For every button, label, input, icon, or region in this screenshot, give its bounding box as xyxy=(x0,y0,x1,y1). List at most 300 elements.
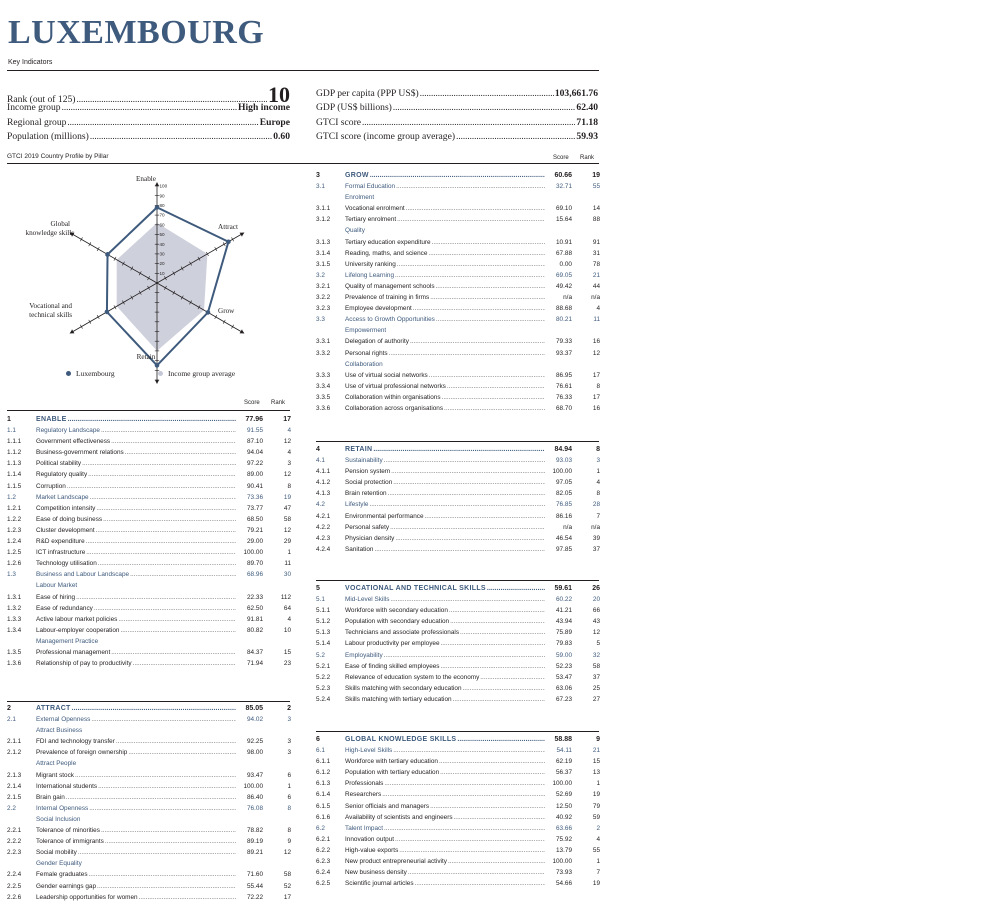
row-code: 2.1.5 xyxy=(7,793,22,801)
row-code: 3.1.1 xyxy=(316,205,331,213)
row-code: 2.1.3 xyxy=(7,771,22,779)
row-name: Relationship of pay to productivity xyxy=(36,660,132,668)
row-code: 3.1 xyxy=(316,183,325,191)
ki-row xyxy=(7,102,290,116)
row-rank: 58 xyxy=(592,662,600,670)
row-score: 53.47 xyxy=(556,673,572,681)
radar-chart xyxy=(10,168,295,388)
row-name: New business density xyxy=(345,869,407,877)
leader-dots xyxy=(101,425,236,436)
row-name: Access to Growth Opportunities xyxy=(345,316,435,324)
group-label-row xyxy=(316,325,600,336)
row-score: 73.93 xyxy=(556,869,572,877)
row-score: 91.55 xyxy=(247,427,263,435)
row-name: Population with secondary education xyxy=(345,618,450,626)
variable-row xyxy=(7,514,291,525)
leader-dots xyxy=(397,214,545,225)
leader-dots xyxy=(116,736,236,747)
leader-dots xyxy=(88,469,236,480)
leader-dots xyxy=(118,614,236,625)
ki-row xyxy=(316,131,598,145)
row-code: 3.1.3 xyxy=(316,238,331,246)
row-code: 6.1.4 xyxy=(316,791,331,799)
leader-dots xyxy=(384,778,545,789)
leader-dots xyxy=(125,447,236,458)
row-name: Tolerance of minorities xyxy=(36,827,100,835)
pillar-rank: 8 xyxy=(596,446,600,453)
ki-row xyxy=(316,88,598,102)
score-header: Score xyxy=(553,155,569,161)
variable-row xyxy=(316,488,600,499)
leader-dots xyxy=(374,544,545,555)
variable-row xyxy=(316,370,600,381)
row-rank: 8 xyxy=(596,382,600,390)
row-name: Employee development xyxy=(345,305,412,313)
row-code: 6.1 xyxy=(316,747,325,755)
pillar-vocational xyxy=(316,583,600,705)
row-rank: 16 xyxy=(592,338,600,346)
leader-dots xyxy=(395,834,545,845)
variable-row xyxy=(7,847,291,858)
leader-dots xyxy=(390,522,545,533)
legend-dot-income-group xyxy=(158,371,163,376)
row-name: Labour-employer cooperation xyxy=(36,626,120,634)
row-rank: 20 xyxy=(592,596,600,604)
row-name: Talent Impact xyxy=(345,824,384,832)
row-name: Innovation output xyxy=(345,835,395,843)
radar-tick-label: 60 xyxy=(159,222,165,228)
ki-value: 71.18 xyxy=(576,116,598,128)
leader-dots xyxy=(397,259,545,270)
variable-row xyxy=(316,303,600,314)
leader-dots xyxy=(444,403,545,414)
row-name: Researchers xyxy=(345,791,382,799)
pillar-rank: 2 xyxy=(287,705,291,712)
row-score: 88.68 xyxy=(556,305,572,313)
leader-dots xyxy=(393,745,545,756)
row-name: Competition intensity xyxy=(36,504,96,512)
leader-dots xyxy=(111,647,236,658)
row-score: n/a xyxy=(563,523,572,531)
row-code: 2.1.2 xyxy=(7,749,22,757)
row-code: 3.3.2 xyxy=(316,349,331,357)
row-name: Vocational enrolment xyxy=(345,205,405,213)
row-score: 89.00 xyxy=(247,471,263,479)
radar-tick-label: 10 xyxy=(159,270,165,276)
pillar-score: 84.94 xyxy=(554,446,572,453)
row-score: 100.00 xyxy=(552,780,572,788)
sub-pillar-row xyxy=(316,745,600,756)
sub-pillar-row xyxy=(316,650,600,661)
pillar-rank: 17 xyxy=(283,416,291,423)
row-rank: 3 xyxy=(287,716,291,724)
row-rank: 16 xyxy=(592,404,600,412)
row-code: 1.2.5 xyxy=(7,549,22,557)
row-rank: 32 xyxy=(592,651,600,659)
row-rank: 66 xyxy=(592,607,600,615)
leader-dots xyxy=(396,181,545,192)
leader-dots xyxy=(450,616,545,627)
group-label-row xyxy=(316,225,600,236)
leader-dots xyxy=(390,594,545,605)
row-score: 69.05 xyxy=(556,271,572,279)
leader-dots xyxy=(120,625,236,636)
group-label-row xyxy=(316,192,600,203)
pillar-name: GLOBAL KNOWLEDGE SKILLS xyxy=(345,736,457,743)
leader-dots xyxy=(101,825,236,836)
row-name: Attract People xyxy=(36,760,77,768)
pillar-retain xyxy=(316,444,600,555)
row-name: Cluster development xyxy=(36,526,95,534)
row-code: 3.3 xyxy=(316,316,325,324)
variable-row xyxy=(7,647,291,658)
row-rank: 58 xyxy=(283,871,291,879)
variable-row xyxy=(7,736,291,747)
pillar-rank: 19 xyxy=(592,172,600,179)
variable-row xyxy=(316,672,600,683)
leader-dots xyxy=(91,714,236,725)
row-code: 1.3.1 xyxy=(7,593,22,601)
rank-header: Rank xyxy=(580,155,595,161)
row-name: Employability xyxy=(345,651,383,659)
row-name: Physician density xyxy=(345,534,395,542)
row-code: 3.2 xyxy=(316,271,325,279)
row-code: 4.2.3 xyxy=(316,534,331,542)
leader-dots xyxy=(460,627,545,638)
row-rank: n/a xyxy=(591,294,600,302)
row-code: 2.1.1 xyxy=(7,738,22,746)
variable-row xyxy=(7,558,291,569)
row-code: 5.2.3 xyxy=(316,684,331,692)
row-rank: 19 xyxy=(592,791,600,799)
leader-dots xyxy=(98,558,236,569)
row-name: Relevance of education system to the economy xyxy=(345,673,480,681)
leader-dots xyxy=(384,455,545,466)
leader-dots xyxy=(75,770,236,781)
row-rank: 17 xyxy=(592,371,600,379)
row-name: Tertiary education expenditure xyxy=(345,238,431,246)
pillar-score: 59.61 xyxy=(554,585,572,592)
leader-dots xyxy=(130,569,236,580)
row-rank: 4 xyxy=(287,449,291,457)
row-score: 80.82 xyxy=(247,626,263,634)
variable-row xyxy=(316,214,600,225)
row-rank: 12 xyxy=(283,471,291,479)
row-code: 5.1.4 xyxy=(316,640,331,648)
row-score: 73.77 xyxy=(247,504,263,512)
row-score: 84.37 xyxy=(247,648,263,656)
leader-dots xyxy=(373,444,545,455)
row-name: Attract Business xyxy=(36,727,83,735)
legend-label: Income group average xyxy=(168,369,236,378)
leader-dots xyxy=(430,292,545,303)
row-name: Quality xyxy=(345,227,365,235)
variable-row xyxy=(316,477,600,488)
row-rank: 64 xyxy=(283,604,291,612)
leader-dots xyxy=(487,583,545,594)
row-code: 2.1 xyxy=(7,716,16,724)
row-score: 67.23 xyxy=(556,695,572,703)
row-score: 76.08 xyxy=(247,804,263,812)
pillar-name: ENABLE xyxy=(36,416,67,423)
row-name: Environmental performance xyxy=(345,512,424,520)
axis-label-retain: Retain xyxy=(136,353,156,361)
leader-dots xyxy=(97,881,236,892)
variable-row xyxy=(7,436,291,447)
row-score: 93.37 xyxy=(556,349,572,357)
row-name: Social protection xyxy=(345,479,393,487)
row-score: 97.05 xyxy=(556,479,572,487)
row-score: 79.33 xyxy=(556,338,572,346)
row-rank: 17 xyxy=(592,393,600,401)
variable-row xyxy=(7,792,291,803)
variable-row xyxy=(7,503,291,514)
ki-value: 0.60 xyxy=(273,130,290,142)
row-name: Population with tertiary education xyxy=(345,769,440,777)
row-name: Sanitation xyxy=(345,545,374,553)
row-code: 5.2.1 xyxy=(316,662,331,670)
row-rank: 59 xyxy=(592,813,600,821)
row-code: 1.3.6 xyxy=(7,660,22,668)
pillar-grow xyxy=(316,170,600,414)
row-score: n/a xyxy=(563,294,572,302)
row-code: 3.2.3 xyxy=(316,305,331,313)
radar-tick-label: 20 xyxy=(159,261,165,267)
row-score: 49.42 xyxy=(556,282,572,290)
row-code: 5.2 xyxy=(316,651,325,659)
pillar-score: 77.96 xyxy=(245,416,263,423)
row-score: 94.04 xyxy=(247,449,263,457)
row-score: 12.50 xyxy=(556,802,572,810)
row-score: 98.00 xyxy=(247,749,263,757)
row-score: 86.40 xyxy=(247,793,263,801)
row-name: Pension system xyxy=(345,468,391,476)
row-rank: 5 xyxy=(596,640,600,648)
variable-row xyxy=(7,658,291,669)
row-code: 5.2.4 xyxy=(316,695,331,703)
row-name: Female graduates xyxy=(36,871,88,879)
row-rank: 12 xyxy=(592,629,600,637)
pillar-attract xyxy=(7,703,291,903)
luxembourg-point xyxy=(155,363,160,368)
variable-row xyxy=(316,533,600,544)
row-score: 97.22 xyxy=(247,460,263,468)
variable-row xyxy=(316,616,600,627)
leader-dots xyxy=(457,734,545,745)
row-name: Social mobility xyxy=(36,849,77,857)
leader-dots xyxy=(442,392,545,403)
row-score: 13.79 xyxy=(556,846,572,854)
axis-label-grow: Grow xyxy=(218,307,235,315)
row-score: 93.47 xyxy=(247,771,263,779)
row-score: 60.22 xyxy=(556,596,572,604)
ki-row xyxy=(7,82,290,107)
row-rank: 55 xyxy=(592,183,600,191)
variable-row xyxy=(7,836,291,847)
row-score: 90.41 xyxy=(247,482,263,490)
row-name: Management Practice xyxy=(36,637,99,645)
row-rank: 19 xyxy=(592,880,600,888)
pillar-header-row xyxy=(7,414,291,425)
variable-row xyxy=(7,869,291,880)
variable-row xyxy=(316,683,600,694)
row-name: Brain gain xyxy=(36,793,65,801)
row-code: 2.2.3 xyxy=(7,849,22,857)
row-code: 6.2.2 xyxy=(316,846,331,854)
row-name: Use of virtual professional networks xyxy=(345,382,446,390)
row-rank: 44 xyxy=(592,282,600,290)
row-score: 68.70 xyxy=(556,404,572,412)
row-name: High-Level Skills xyxy=(345,747,393,755)
leader-dots xyxy=(103,514,236,525)
variable-row xyxy=(316,392,600,403)
variable-row xyxy=(7,770,291,781)
variable-row xyxy=(316,801,600,812)
row-score: 54.11 xyxy=(556,747,572,755)
variable-row xyxy=(316,605,600,616)
variable-row xyxy=(316,348,600,359)
row-rank: 30 xyxy=(283,571,291,579)
radar-tick-label: 70 xyxy=(159,212,165,218)
row-name: Gender Equality xyxy=(36,860,82,868)
variable-row xyxy=(316,466,600,477)
leader-dots xyxy=(86,547,236,558)
axis-label-vocational-2: technical skills xyxy=(29,311,72,319)
row-code: 5.2.2 xyxy=(316,673,331,681)
variable-row xyxy=(316,281,600,292)
variable-row xyxy=(7,592,291,603)
ki-value: High income xyxy=(238,102,290,114)
row-code: 1.1.4 xyxy=(7,471,22,479)
legend-dot-luxembourg xyxy=(66,371,71,376)
variable-row xyxy=(316,661,600,672)
row-rank: 47 xyxy=(283,504,291,512)
row-score: 68.50 xyxy=(247,515,263,523)
leader-dots xyxy=(98,781,236,792)
row-code: 1.3.3 xyxy=(7,615,22,623)
row-rank: 12 xyxy=(283,849,291,857)
row-code: 5.1.1 xyxy=(316,607,331,615)
sub-pillar-row xyxy=(7,803,291,814)
variable-row xyxy=(316,767,600,778)
row-score: 52.23 xyxy=(556,662,572,670)
radar-tick-label: 50 xyxy=(159,232,165,238)
row-score: 97.85 xyxy=(556,545,572,553)
sub-pillar-row xyxy=(316,314,600,325)
row-code: 1.2.1 xyxy=(7,504,22,512)
leader-dots xyxy=(391,466,545,477)
pillar-name: GROW xyxy=(345,172,369,179)
row-name: Skills matching with secondary education xyxy=(345,684,462,692)
row-name: Empowerment xyxy=(345,327,387,335)
row-score: 69.10 xyxy=(556,205,572,213)
sub-pillar-row xyxy=(316,455,600,466)
row-name: Regulatory Landscape xyxy=(36,427,100,435)
leader-dots xyxy=(369,499,545,510)
key-indicators-right xyxy=(316,88,598,145)
row-code: 6.2.5 xyxy=(316,880,331,888)
sub-pillar-row xyxy=(7,714,291,725)
row-rank: 78 xyxy=(592,260,600,268)
sub-pillar-row xyxy=(7,425,291,436)
axis-label-global-1: Global xyxy=(50,220,70,228)
leader-dots xyxy=(78,847,236,858)
variable-row xyxy=(7,881,291,892)
score-header: Score xyxy=(244,400,260,406)
row-code: 1.1.1 xyxy=(7,438,22,446)
row-code: 6.2.3 xyxy=(316,858,331,866)
row-score: 73.36 xyxy=(247,493,263,501)
row-name: Government effectiveness xyxy=(36,438,111,446)
row-name: International students xyxy=(36,782,98,790)
legend-label: Luxembourg xyxy=(76,369,115,378)
row-code: 2.2 xyxy=(7,804,16,812)
row-rank: 37 xyxy=(592,673,600,681)
row-score: 72.22 xyxy=(247,893,263,901)
variable-row xyxy=(7,825,291,836)
variable-row xyxy=(7,781,291,792)
variable-row xyxy=(7,603,291,614)
variable-row xyxy=(316,694,600,705)
row-rank: 23 xyxy=(283,660,291,668)
row-rank: 9 xyxy=(287,838,291,846)
row-rank: 27 xyxy=(592,695,600,703)
row-name: Prevalence of foreign ownership xyxy=(36,749,128,757)
leader-dots xyxy=(436,314,545,325)
leader-dots xyxy=(395,270,545,281)
variable-row xyxy=(316,812,600,823)
row-code: 1.2.4 xyxy=(7,538,22,546)
leader-dots xyxy=(429,370,545,381)
row-score: 86.95 xyxy=(556,371,572,379)
group-label-row xyxy=(316,359,600,370)
row-score: 76.85 xyxy=(556,501,572,509)
row-rank: 3 xyxy=(596,457,600,465)
leader-dots xyxy=(406,203,545,214)
row-code: 1.3.2 xyxy=(7,604,22,612)
row-code: 1.2 xyxy=(7,493,16,501)
ki-value: 59.93 xyxy=(576,130,598,142)
ki-label: GDP (US$ billions) xyxy=(316,102,392,114)
row-rank: 4 xyxy=(596,479,600,487)
row-code: 1.2.6 xyxy=(7,560,22,568)
row-name: Scientific journal articles xyxy=(345,880,414,888)
row-name: Enrolment xyxy=(345,194,375,202)
row-name: Prevalence of training in firms xyxy=(345,294,430,302)
row-code: 2.2.6 xyxy=(7,893,22,901)
leader-dots xyxy=(96,525,236,536)
row-score: 89.70 xyxy=(247,560,263,568)
ki-value-rank: 10 xyxy=(268,82,290,107)
variable-row xyxy=(316,778,600,789)
pillar-rule xyxy=(316,441,599,442)
row-score: 75.92 xyxy=(556,835,572,843)
row-rank: 8 xyxy=(596,490,600,498)
row-code: 4.1.2 xyxy=(316,479,331,487)
row-rank: 3 xyxy=(287,749,291,757)
row-code: 5.1 xyxy=(316,596,325,604)
row-name: Formal Education xyxy=(345,183,396,191)
row-code: 4.1 xyxy=(316,457,325,465)
page-subtitle: Key Indicators xyxy=(8,59,53,66)
row-name: Corruption xyxy=(36,482,66,490)
row-name: Senior officials and managers xyxy=(345,802,430,810)
radar-tick-label: 100 xyxy=(159,183,168,189)
row-code: 6.1.6 xyxy=(316,813,331,821)
variable-row xyxy=(7,469,291,480)
variable-row xyxy=(316,845,600,856)
row-rank: 8 xyxy=(287,827,291,835)
